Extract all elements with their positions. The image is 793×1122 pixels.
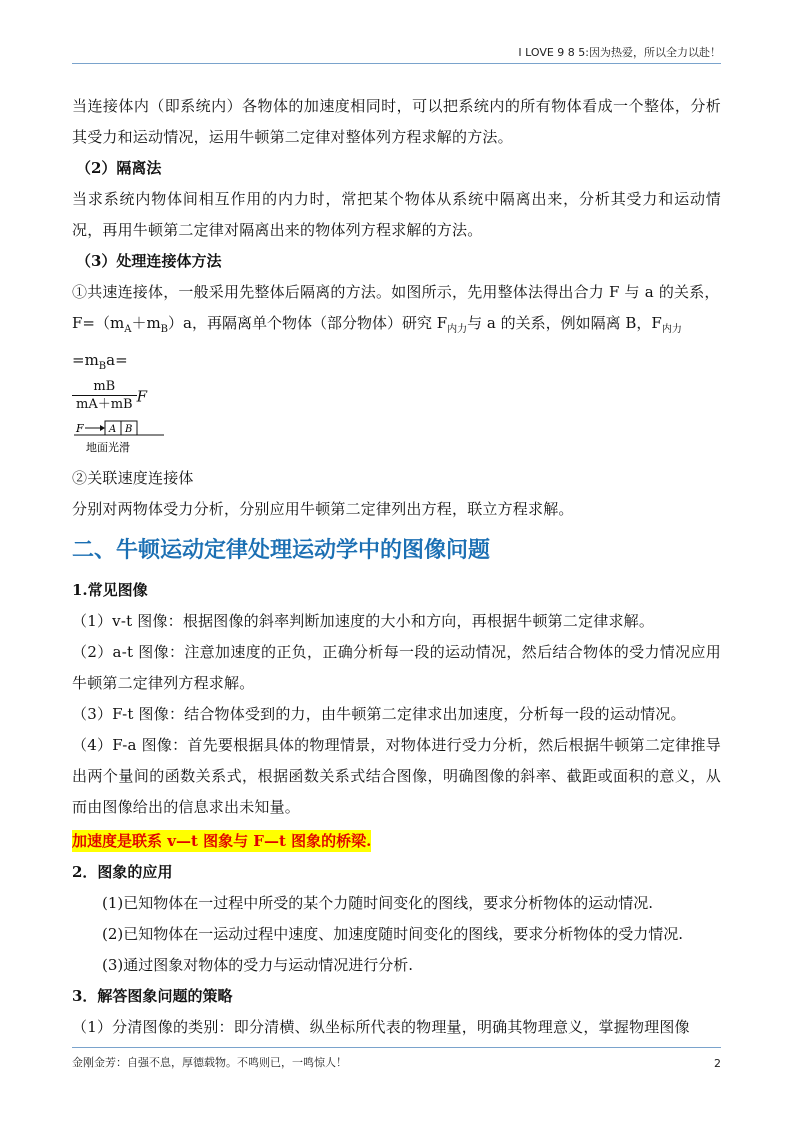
block-b-label: B	[125, 424, 133, 435]
connected-blocks-diagram	[72, 419, 721, 459]
highlight-line	[72, 826, 721, 857]
fraction	[72, 378, 137, 413]
application-item: (1)已知物体在一过程中所受的某个力随时间变化的图线，要求分析物体的运动情况.	[102, 894, 654, 912]
formula-sub: B	[98, 361, 107, 372]
heading-strategy: 3．解答图象问题的策略	[72, 987, 233, 1005]
page-footer: 金刚金芳：自强不息，厚德载物。不鸣则已，一鸣惊人！	[72, 1056, 347, 1069]
formula-part: =m	[72, 351, 99, 369]
formula-part: F=（m	[72, 314, 125, 332]
formula-sub: 内力	[661, 324, 682, 335]
heading-connected-body-method: （3）处理连接体方法	[76, 252, 222, 270]
formula-line	[72, 308, 721, 382]
document-body	[72, 91, 721, 1043]
formula-sub: A	[124, 324, 132, 335]
page-header: I LOVE 9 8 5:因为热爱，所以全力以赴！	[518, 46, 721, 59]
heading-graph-applications: 2．图象的应用	[72, 863, 173, 881]
formula-part: 与 a 的关系，例如隔离 B，F	[467, 314, 662, 332]
section-title: 二、牛顿运动定律处理运动学中的图像问题	[72, 538, 491, 563]
fraction-denominator: mA＋mB	[76, 397, 133, 412]
force-arrowhead	[100, 425, 105, 431]
page-number: 2	[714, 1057, 721, 1070]
list-item: （3）F-t 图像：结合物体受到的力，由牛顿第二定律求出加速度，分析每一段的运动情况。	[72, 705, 686, 723]
heading-isolation-method: （2）隔离法	[76, 159, 162, 177]
formula-part: ＋m	[131, 314, 161, 332]
formula-sub: 内力	[447, 324, 468, 335]
block-a-label: A	[109, 424, 117, 435]
fraction-numerator: mB	[72, 378, 137, 396]
footer-divider	[72, 1047, 721, 1048]
heading-common-graphs: 1.常见图像	[72, 581, 148, 599]
application-item: (3)通过图象对物体的受力与运动情况进行分析.	[102, 956, 414, 974]
ground-label: 地面光滑	[86, 441, 130, 454]
fraction-tail: F	[136, 387, 148, 406]
list-item: （1）v-t 图像：根据图像的斜率判断加速度的大小和方向，再根据牛顿第二定律求解。	[72, 612, 655, 630]
paragraph-whole-method: 当连接体内（即系统内）各物体的加速度相同时，可以把系统内的所有物体看成一个整体，分析其受力和运动情况，运用牛顿第二定律对整体列方程求解的方法。	[72, 97, 721, 146]
list-item: （4）F-a 图像：首先要根据具体的物理情景，对物体进行受力分析，然后根据牛顿第二定律推导出两个量间的函数关系式，根据函数关系式结合图像，明确图像的斜率、截距或面积的意义，从而由图像给出的信息求出未知量。	[72, 736, 721, 816]
formula-part: a=	[106, 351, 128, 369]
paragraph-related-velocity-method: 分别对两物体受力分析，分别应用牛顿第二定律列出方程，联立方程求解。	[72, 500, 574, 518]
list-item: （2）a-t 图像：注意加速度的正负，正确分析每一段的运动情况，然后结合物体的受力情况应用牛顿第二定律列方程求解。	[72, 643, 721, 692]
highlight-note: 加速度是联系 v—t 图象与 F—t 图象的桥梁.	[72, 832, 372, 850]
header-divider	[72, 63, 721, 64]
formula-part: ）a，再隔离单个物体（部分物体）研究 F	[168, 314, 448, 332]
paragraph-related-velocity: ②关联速度连接体	[72, 469, 194, 487]
blocks-figure	[72, 419, 192, 459]
force-label: F	[76, 422, 84, 435]
formula-sub: B	[160, 324, 169, 335]
fraction-line	[72, 379, 721, 413]
application-item: (2)已知物体在一运动过程中速度、加速度随时间变化的图线，要求分析物体的受力情况.	[102, 925, 684, 943]
paragraph-strategy: （1）分清图像的类别：即分清横、纵坐标所代表的物理量，明确其物理意义，掌握物理图像	[72, 1018, 690, 1036]
paragraph-common-velocity: ①共速连接体，一般采用先整体后隔离的方法。如图所示，先用整体法得出合力 F 与 a 的关系，	[72, 283, 720, 301]
paragraph-isolation-method: 当求系统内物体间相互作用的内力时，常把某个物体从系统中隔离出来，分析其受力和运动情况，再用牛顿第二定律对隔离出来的物体列方程求解的方法。	[72, 190, 721, 239]
